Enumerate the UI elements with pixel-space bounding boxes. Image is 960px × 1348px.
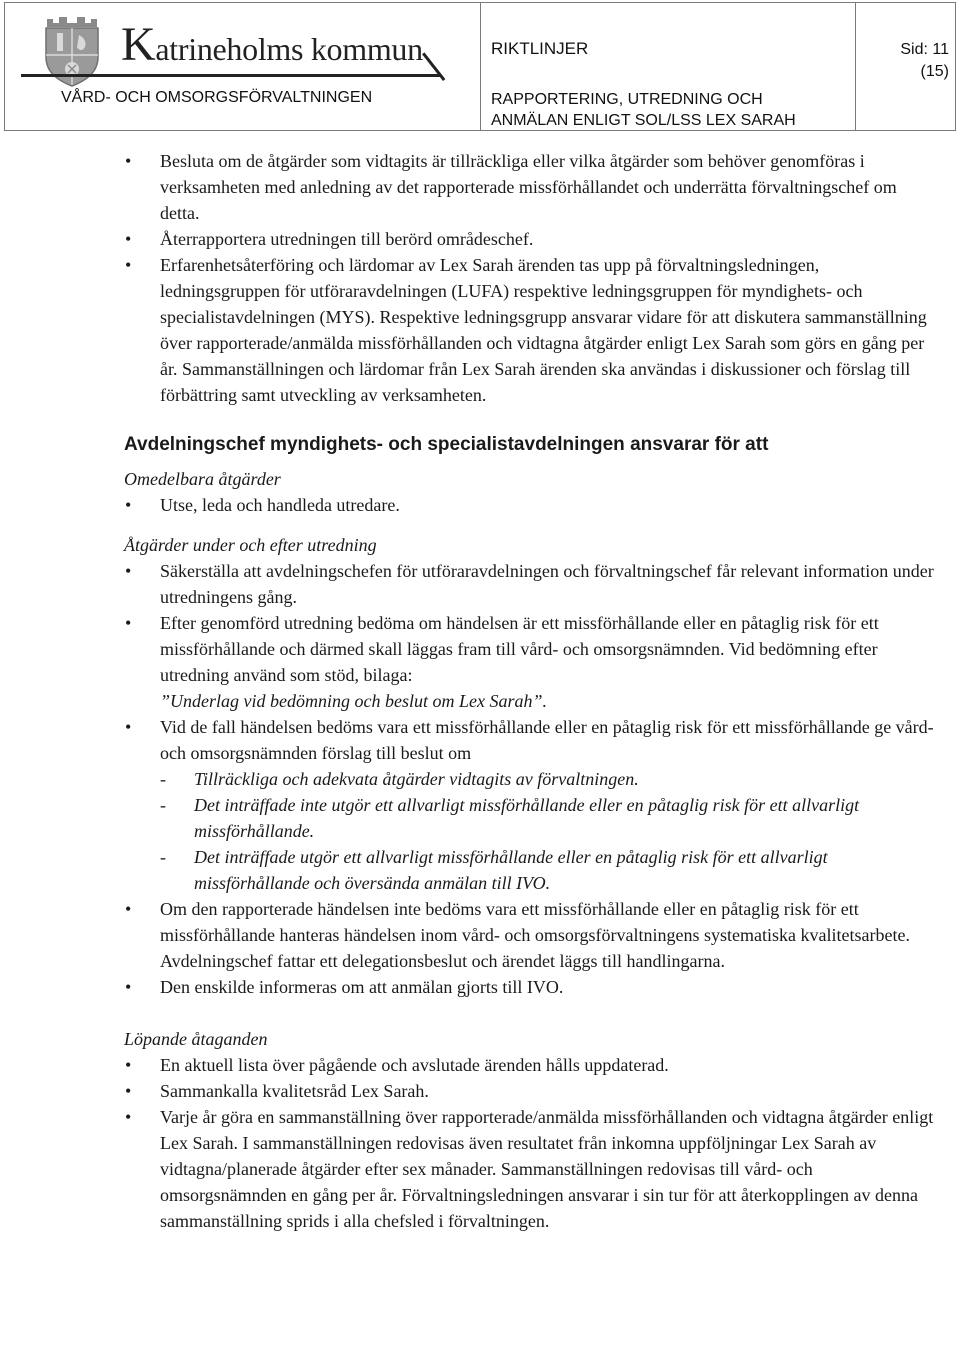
immediate-bullet-list [124, 492, 936, 518]
document-body [124, 148, 936, 1234]
list-item-text: Vid de fall händelsen bedöms vara ett missförhållande eller en påtaglig risk för ett missförhållande ge vård- och omsorgsnämnden förslag till beslut om [160, 717, 934, 763]
document-title [491, 89, 796, 131]
attachment-reference: ”Underlag vid bedömning och beslut om Lex Sarah”. [160, 691, 547, 711]
list-item: • Varje år göra en sammanställning över rapporterade/anmälda missförhållanden och vidtagna åtgärder enligt Lex Sarah. I sammanställningen redovisas även resultatet från inkomna uppföljningar Lex Sarah av vidtagna/planerade åtgärder efter sex månader. Sammanställningen redovisas till vård- och omsorgsnämnden en gång per år. Förvaltningsledningen ansvarar i sin tur för att återkopplingen av denna sammanställning sprids i alla chefsled i förvaltningen. [124, 1104, 936, 1234]
list-item: • En aktuell lista över pågående och avslutade ärenden hålls uppdaterad. [124, 1052, 936, 1078]
brand-rest: atrineholms kommun [155, 31, 423, 67]
document-type: RIKTLINJER [491, 39, 589, 58]
document-title-line-2: ANMÄLAN ENLIGT SOL/LSS LEX SARAH [491, 112, 796, 129]
decision-option: - Det inträffade utgör ett allvarligt missförhållande eller en påtaglig risk för ett allvarligt missförhållande och översända anmälan till IVO. [160, 844, 936, 896]
header-title-cell [480, 2, 856, 131]
subheading-during: Åtgärder under och efter utredning [124, 535, 377, 555]
list-item [124, 610, 936, 714]
list-item: • Om den rapporterade händelsen inte bedöms vara ett missförhållande eller en påtaglig risk för ett missförhållande hanteras händelsen inom vård- och omsorgsförvaltningens systematiska kvalitetsarbete. Avdelningschef fattar ett delegationsbeslut och ärendet läggs till handlingarna. [124, 896, 936, 974]
page-total: (15) [920, 63, 949, 80]
list-item: • Återrapportera utredningen till berörd områdeschef. [124, 226, 936, 252]
intro-bullet-list [124, 148, 936, 408]
page-header [4, 2, 956, 131]
page-number [900, 39, 949, 83]
municipality-name [121, 18, 423, 71]
header-page-cell [855, 2, 956, 131]
document-title-line-1: RAPPORTERING, UTREDNING OCH [491, 91, 763, 108]
ongoing-bullet-list [124, 1052, 936, 1234]
decision-options [160, 766, 936, 896]
list-item: • Utse, leda och handleda utredare. [124, 492, 936, 518]
brand-underline [21, 74, 441, 77]
list-item-text: Efter genomförd utredning bedöma om händelsen är ett missförhållande eller en påtaglig risk för ett missförhållande och därmed skall läggas fram till vård- och omsorgsnämnden. Vid bedömning efter utredning använd som stöd, bilaga: [160, 613, 879, 685]
list-item: • Besluta om de åtgärder som vidtagits är tillräckliga eller vilka åtgärder som behöver genomföras i verksamheten med anledning av det rapporterade missförhållandet och underrätta förvaltningschef om detta. [124, 148, 936, 226]
section-heading: Avdelningschef myndighets- och specialistavdelningen ansvarar för att [124, 434, 769, 455]
list-item: • Den enskilde informeras om att anmälan gjorts till IVO. [124, 974, 936, 1000]
list-item: • Säkerställa att avdelningschefen för utföraravdelningen och förvaltningschef får relevant information under utredningens gång. [124, 558, 936, 610]
subheading-immediate: Omedelbara åtgärder [124, 469, 281, 489]
header-logo-cell [4, 2, 481, 131]
during-bullet-list [124, 558, 936, 1000]
decision-option: - Det inträffade inte utgör ett allvarligt missförhållande eller en påtaglig risk för ett allvarligt missförhållande. [160, 792, 936, 844]
brand-initial: K [121, 18, 156, 71]
list-item [124, 714, 936, 896]
list-item: • Erfarenhetsåterföring och lärdomar av Lex Sarah ärenden tas upp på förvaltningsledningen, ledningsgruppen för utföraravdelningen (LUFA) respektive ledningsgruppen för myndighets- och specialistavdelningen (MYS). Respektive ledningsgrupp ansvarar vidare för att diskutera sammanställning över rapporterade/anmälda missförhållanden och vidtagna åtgärder enligt Lex Sarah som görs en gång per år. Sammanställningen och lärdomar från Lex Sarah ärenden ska användas i diskussioner och förslag till förbättring samt utveckling av verksamheten. [124, 252, 936, 408]
list-item: • Sammankalla kvalitetsråd Lex Sarah. [124, 1078, 936, 1104]
page-label: Sid: 11 [900, 41, 949, 58]
decision-option: - Tillräckliga och adekvata åtgärder vidtagits av förvaltningen. [160, 766, 936, 792]
subheading-ongoing: Löpande åtaganden [124, 1029, 268, 1049]
department-name: VÅRD- OCH OMSORGSFÖRVALTNINGEN [61, 89, 373, 106]
